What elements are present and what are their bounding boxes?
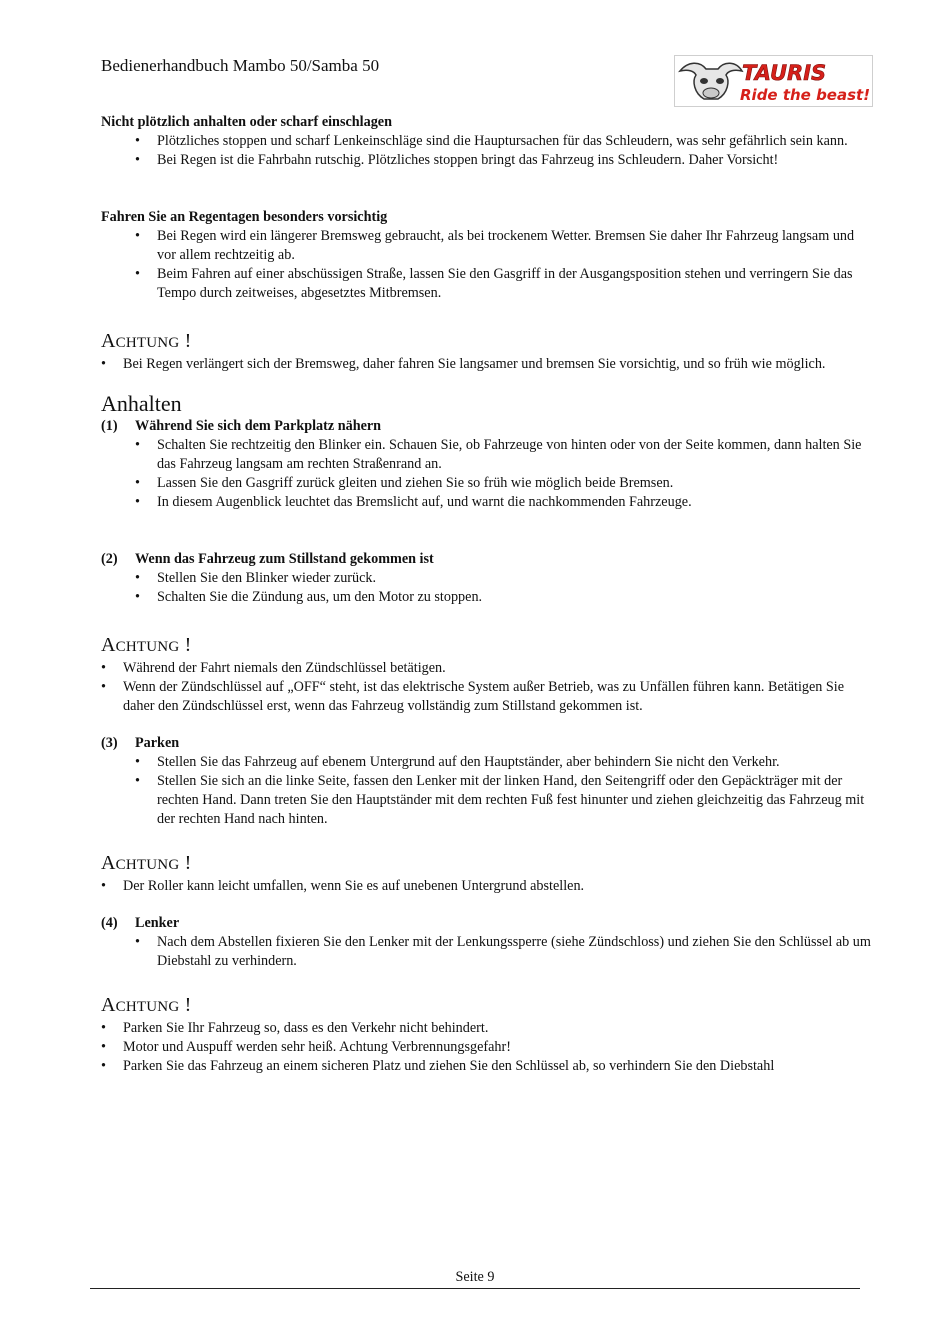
list-item: • Nach dem Abstellen fixieren Sie den Lenker mit der Lenkungssperre (siehe Zündschloss) und ziehen Sie den Schlüssel ab um Diebstahl zu verhindern. [157, 933, 871, 971]
numbered-section-title: (1) Während Sie sich dem Parkplatz nähern [101, 418, 382, 434]
bullet-list [101, 227, 871, 303]
list-item: • Beim Fahren auf einer abschüssigen Straße, lassen Sie den Gasgriff in der Ausgangsposition stehen und verringern Sie das Tempo durch zeitweises, abgesetztes Mitbremsen. [157, 265, 871, 303]
bullet-list [101, 569, 871, 607]
warning-heading: ACHTUNG ! [101, 994, 192, 1016]
page-number: Seite 9 [455, 1269, 495, 1285]
list-item: • Bei Regen wird ein längerer Bremsweg gebraucht, als bei trockenem Wetter. Bremsen Sie daher Ihr Fahrzeug langsam und vor allem rechtzeitig ab. [157, 227, 871, 265]
warning-heading: ACHTUNG ! [101, 852, 192, 874]
list-item: • Schalten Sie die Zündung aus, um den Motor zu stoppen. [157, 588, 871, 607]
list-item: • Während der Fahrt niemals den Zündschlüssel betätigen. [123, 659, 871, 678]
warning-list [101, 1019, 871, 1076]
warning-list [101, 355, 871, 374]
page-content [101, 113, 871, 1076]
list-item: • Parken Sie Ihr Fahrzeug so, dass es den Verkehr nicht behindert. [123, 1019, 871, 1038]
bull-head-icon [674, 55, 873, 107]
list-item: • In diesem Augenblick leuchtet das Bremslicht auf, und warnt die nachkommenden Fahrzeuge. [157, 493, 871, 512]
list-item: • Parken Sie das Fahrzeug an einem sicheren Platz und ziehen Sie den Schlüssel ab, so verhindern Sie den Diebstahl [123, 1057, 871, 1076]
chapter-heading: Anhalten [101, 391, 182, 416]
list-item: • Plötzliches stoppen und scharf Lenkeinschläge sind die Hauptursachen für das Schleudern, was sehr gefährlich sein kann. [157, 132, 871, 151]
warning-heading: ACHTUNG ! [101, 330, 192, 352]
warning-list [101, 877, 871, 896]
numbered-section-title: (2) Wenn das Fahrzeug zum Stillstand gekommen ist [101, 551, 434, 567]
list-item: • Motor und Auspuff werden sehr heiß. Achtung Verbrennungsgefahr! [123, 1038, 871, 1057]
list-item: • Stellen Sie sich an die linke Seite, fassen den Lenker mit der linken Hand, den Seitengriff oder den Gepäckträger mit der rechten Hand. Dann treten Sie den Hauptständer mit dem rechten Fuß fest hinunter und ziehen gleichzeitig das Fahrzeug mit der rechten Hand nach hinten. [157, 772, 871, 829]
list-item: • Stellen Sie den Blinker wieder zurück. [157, 569, 871, 588]
section-title: Nicht plötzlich anhalten oder scharf einschlagen [101, 114, 392, 130]
footer-divider [90, 1288, 860, 1289]
tauris-logo [674, 55, 873, 107]
bullet-list [101, 132, 871, 170]
list-item: • Wenn der Zündschlüssel auf „OFF“ steht, ist das elektrische System außer Betrieb, was zu Unfällen führen kann. Betätigen Sie daher den Zündschlüssel erst, wenn das Fahrzeug vollständig zum Stillstand gekommen ist. [123, 678, 871, 716]
list-item: • Stellen Sie das Fahrzeug auf ebenem Untergrund auf den Hauptständer, aber behindern Sie nicht den Verkehr. [157, 753, 871, 772]
bullet-list [101, 753, 871, 829]
warning-list [101, 659, 871, 716]
logo-brand-text: TAURIS [742, 61, 827, 85]
section-title: Fahren Sie an Regentagen besonders vorsichtig [101, 209, 388, 225]
bullet-list [101, 436, 871, 512]
list-item: • Der Roller kann leicht umfallen, wenn Sie es auf unebenen Untergrund abstellen. [123, 877, 871, 896]
list-item: • Lassen Sie den Gasgriff zurück gleiten und ziehen Sie so früh wie möglich beide Bremsen. [157, 474, 871, 493]
list-item: • Schalten Sie rechtzeitig den Blinker ein. Schauen Sie, ob Fahrzeuge von hinten oder von der Seite kommen, dann halten Sie das Fahrzeug langsam am rechten Straßenrand an. [157, 436, 871, 474]
warning-heading: ACHTUNG ! [101, 634, 192, 656]
logo-tagline-text: Ride the beast! [740, 86, 871, 104]
list-item: • Bei Regen verlängert sich der Bremsweg, daher fahren Sie langsamer und bremsen Sie vorsichtig, und so früh wie möglich. [123, 355, 871, 374]
page-header-title: Bedienerhandbuch Mambo 50/Samba 50 [101, 56, 380, 75]
list-item: • Bei Regen ist die Fahrbahn rutschig. Plötzliches stoppen bringt das Fahrzeug ins Schleudern. Daher Vorsicht! [157, 151, 871, 170]
bullet-list [101, 933, 871, 971]
numbered-section-title: (3) Parken [101, 735, 180, 751]
numbered-section-title: (4) Lenker [101, 915, 180, 931]
